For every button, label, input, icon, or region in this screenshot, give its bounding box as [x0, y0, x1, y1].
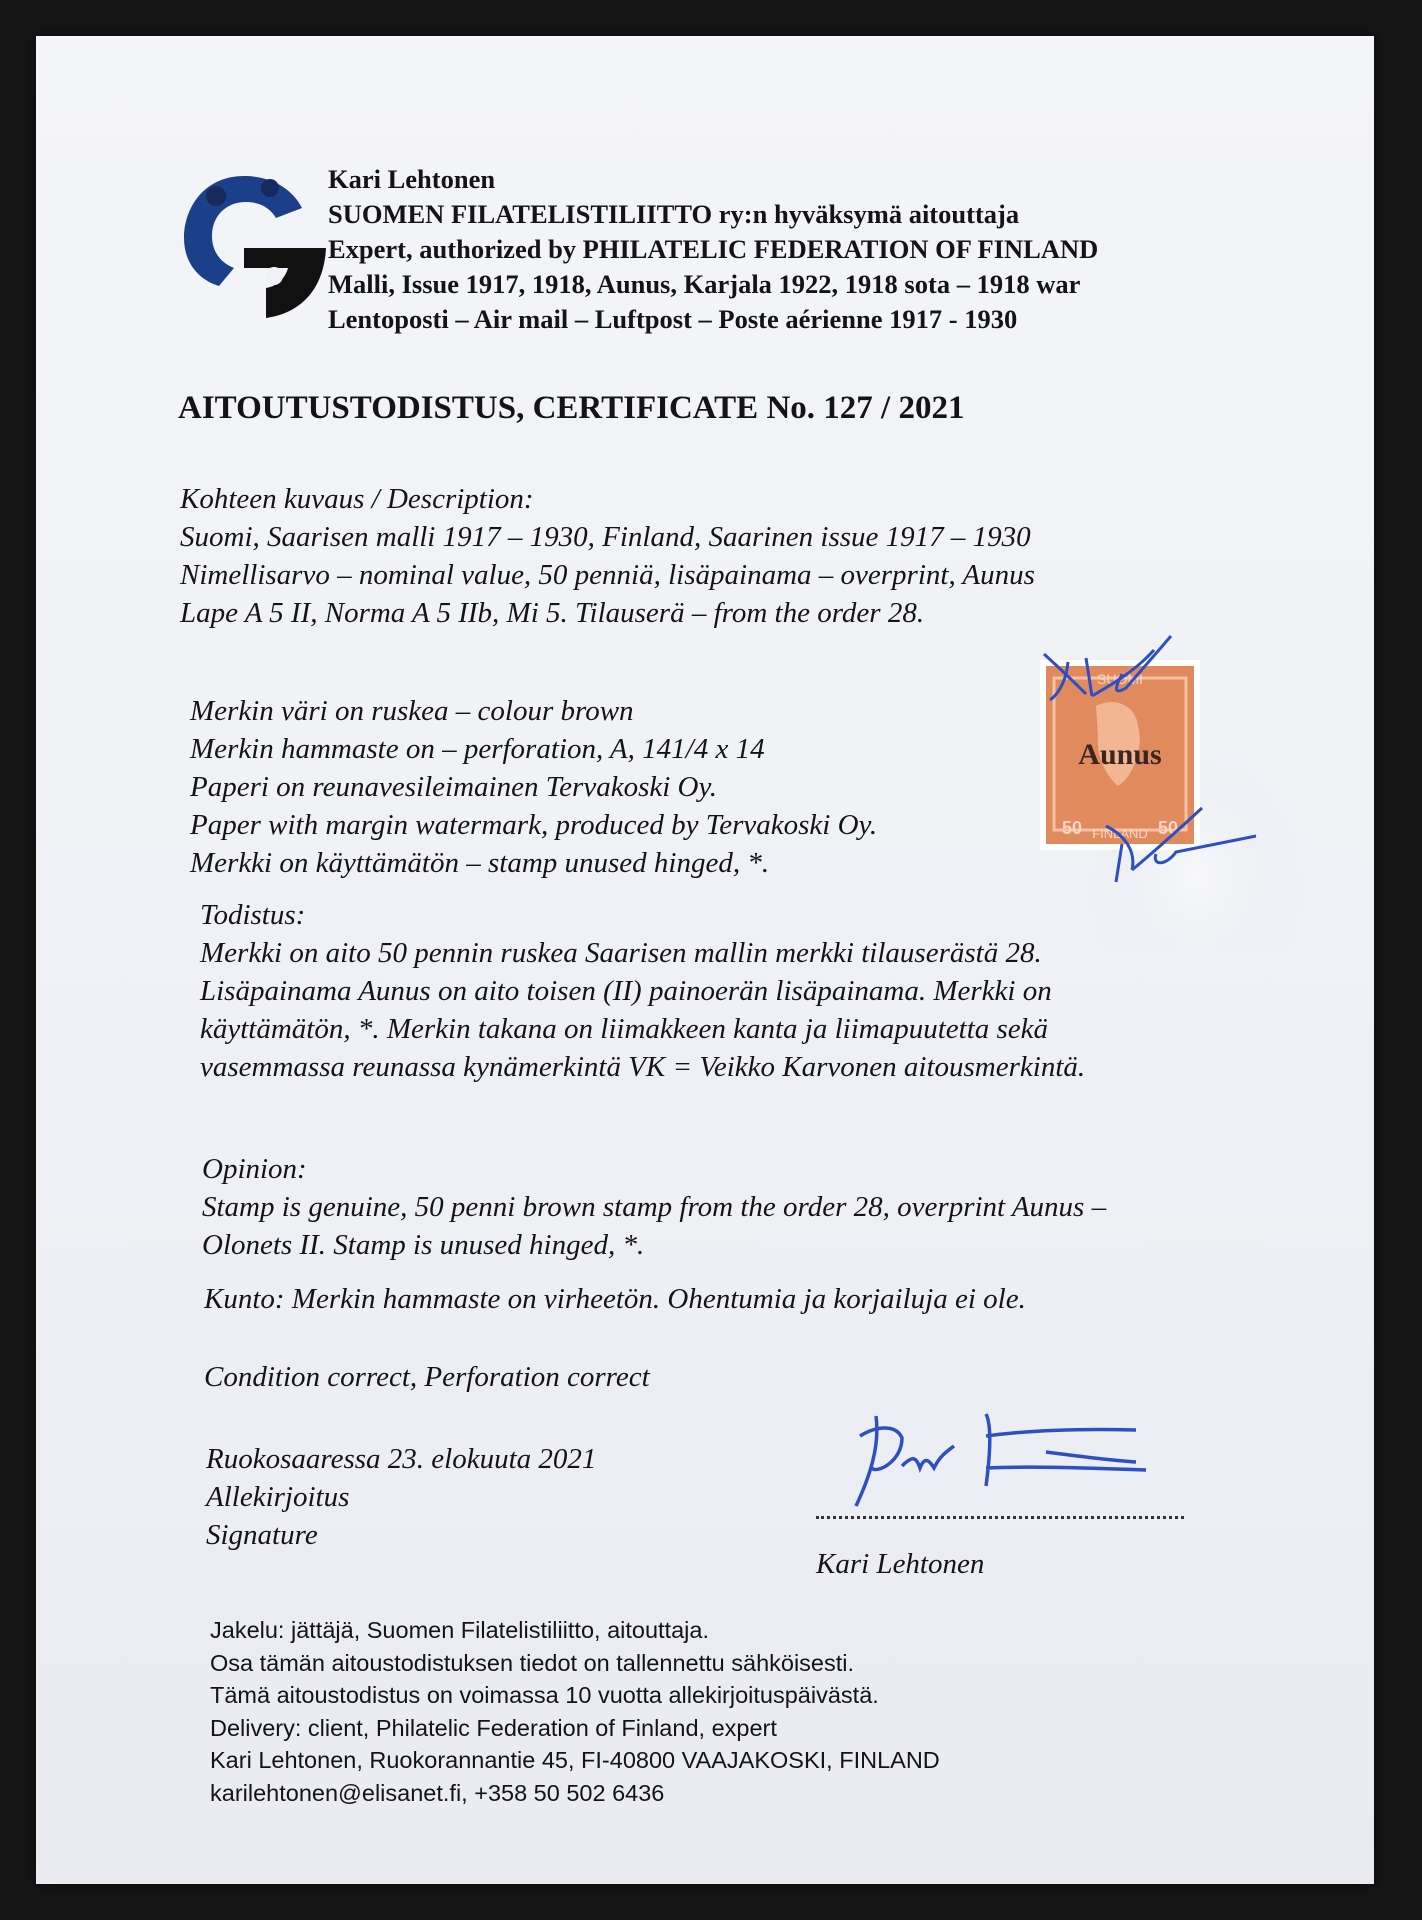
todistus-line: käyttämätön, *. Merkin takana on liimakkeen kanta ja liimapuutetta sekä — [200, 1013, 1049, 1045]
signature-line — [816, 1516, 1184, 1519]
todistus-heading: Todistus: — [200, 899, 306, 931]
signer-name: Kari Lehtonen — [816, 1548, 985, 1580]
description-line: Lape A 5 II, Norma A 5 IIb, Mi 5. Tilauserä – from the order 28. — [180, 597, 925, 629]
philatelic-logo-icon — [174, 158, 354, 338]
detail-line: Merkin väri on ruskea – colour brown — [190, 695, 634, 727]
detail-line: Merkki on käyttämätön – stamp unused hinged, *. — [190, 847, 770, 879]
footer-line: Kari Lehtonen, Ruokorannantie 45, FI-40800 VAAJAKOSKI, FINLAND — [210, 1747, 940, 1773]
opinion-line: Olonets II. Stamp is unused hinged, *. — [202, 1229, 645, 1261]
todistus-line: vasemmassa reunassa kynämerkintä VK = Veikko Karvonen aitousmerkintä. — [200, 1051, 1086, 1083]
opinion-block — [202, 1150, 1106, 1264]
stamp-details-block — [190, 692, 877, 882]
signing-place-date: Ruokosaaressa 23. elokuuta 2021 — [206, 1443, 597, 1475]
opinion-heading: Opinion: — [202, 1153, 307, 1185]
stamp-value-left: 50 — [1062, 818, 1083, 838]
certificate-paper — [36, 36, 1374, 1884]
description-heading: Kohteen kuvaus / Description: — [180, 483, 534, 515]
detail-line: Paper with margin watermark, produced by Tervakoski Oy. — [190, 809, 878, 841]
header-line-airmail: Lentoposti – Air mail – Luftpost – Poste aérienne 1917 - 1930 — [328, 304, 1018, 334]
stamp-finland-text: FINLAND — [1092, 826, 1148, 841]
stamp-overprint: Aunus — [1078, 738, 1162, 771]
opinion-line: Stamp is genuine, 50 penni brown stamp from the order 28, overprint Aunus – — [202, 1191, 1107, 1223]
detail-line: Paperi on reunavesileimainen Tervakoski Oy. — [190, 771, 717, 803]
certificate-title: AITOUTUSTODISTUS, CERTIFICATE No. 127 / 2021 — [178, 390, 965, 426]
footer-block — [210, 1614, 940, 1809]
header-line-issues: Malli, Issue 1917, 1918, Aunus, Karjala 1922, 1918 sota – 1918 war — [328, 269, 1081, 299]
stamp-value-right: 50 — [1158, 818, 1179, 838]
expert-name: Kari Lehtonen — [328, 164, 496, 194]
signing-label-fi: Allekirjoitus — [206, 1481, 350, 1513]
footer-line: Osa tämän aitoustodistuksen tiedot on tallennettu sähköisesti. — [210, 1649, 855, 1676]
stamp-country-text: SUOMI — [1097, 671, 1143, 687]
condition-line: Condition correct, Perforation correct — [204, 1361, 650, 1393]
todistus-line: Merkki on aito 50 pennin ruskea Saarisen mallin merkki tilauserästä 28. — [200, 937, 1042, 969]
header-line-federation: SUOMEN FILATELISTILIITTO ry:n hyväksymä aitouttaja — [328, 199, 1020, 229]
detail-line: Merkin hammaste on – perforation, A, 141/4 x 14 — [190, 733, 765, 765]
todistus-block — [200, 896, 1085, 1086]
todistus-line: Lisäpainama Aunus on aito toisen (II) painoerän lisäpainama. Merkki on — [200, 975, 1052, 1007]
description-line: Suomi, Saarisen malli 1917 – 1930, Finland, Saarinen issue 1917 – 1930 — [180, 521, 1031, 553]
footer-line: Jakelu: jättäjä, Suomen Filatelistiliitto, aitouttaja. — [210, 1617, 709, 1643]
footer-line: Tämä aitoustodistus on voimassa 10 vuotta allekirjoituspäivästä. — [210, 1682, 879, 1708]
expert-header — [328, 162, 1098, 337]
signing-block — [206, 1440, 596, 1554]
handwritten-signature — [836, 1396, 1196, 1526]
footer-contact: karilehtonen@elisanet.fi, +358 50 502 6436 — [210, 1779, 665, 1806]
signing-label-en: Signature — [206, 1519, 318, 1551]
description-line: Nimellisarvo – nominal value, 50 penniä, lisäpainama – overprint, Aunus — [180, 559, 1035, 591]
header-line-expert: Expert, authorized by PHILATELIC FEDERATION OF FINLAND — [328, 234, 1099, 264]
description-block — [180, 480, 1035, 632]
footer-line: Delivery: client, Philatelic Federation of Finland, expert — [210, 1714, 777, 1741]
kunto-line: Kunto: Merkin hammaste on virheetön. Ohentumia ja korjailuja ei ole. — [204, 1283, 1026, 1315]
